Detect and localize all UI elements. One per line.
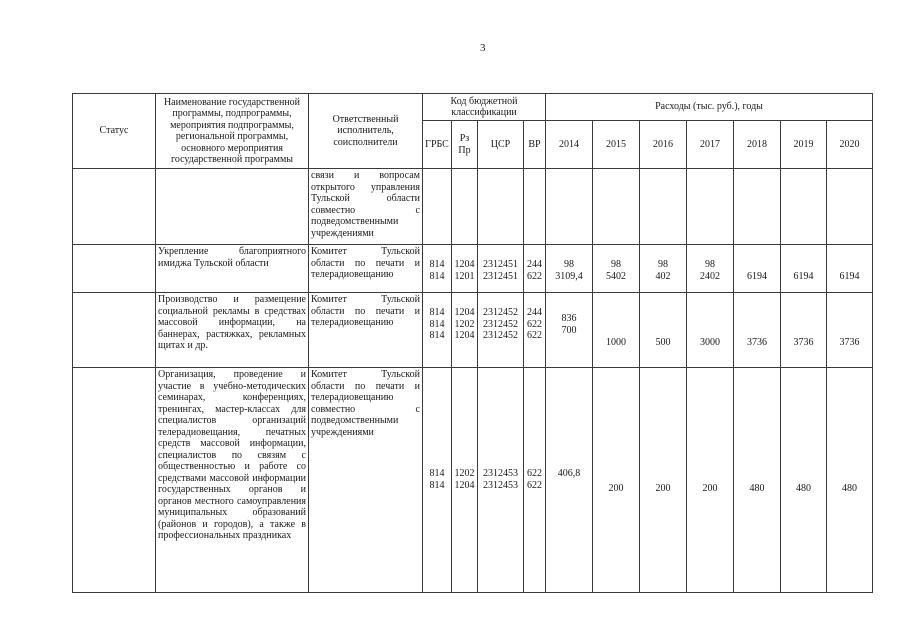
year-2017-cell: 200	[687, 368, 734, 593]
page-number: 3	[480, 42, 486, 54]
name-cell: Укрепление благоприятного имиджа Тульской области	[156, 245, 309, 293]
rzpr-cell: 1202 1204	[452, 368, 478, 593]
year-cell	[734, 169, 781, 245]
header-status: Статус	[73, 94, 156, 169]
year-2015-cell: 1000	[593, 293, 640, 368]
executor-cell: Комитет Тульской области по печати и телерадиовещанию совместно с подведомственными учреждениями	[309, 368, 423, 593]
grbs-cell: 814 814	[423, 368, 452, 593]
year-2014-cell: 98 3109,4	[546, 245, 593, 293]
header-year-2017: 2017	[687, 121, 734, 169]
status-cell	[73, 245, 156, 293]
header-grbs: ГРБС	[423, 121, 452, 169]
year-2015-cell: 200	[593, 368, 640, 593]
year-2016-cell: 500	[640, 293, 687, 368]
grbs-cell	[423, 169, 452, 245]
year-cell	[640, 169, 687, 245]
header-vr: ВР	[524, 121, 546, 169]
table-row	[73, 293, 873, 368]
header-year-2019: 2019	[781, 121, 827, 169]
header-year-2016: 2016	[640, 121, 687, 169]
header-csr: ЦСР	[478, 121, 524, 169]
name-cell: Производство и размещение социальной рекламы в средствах массовой информации, на баннерах, растяжках, рекламных щитах и др.	[156, 293, 309, 368]
csr-cell: 2312451 2312451	[478, 245, 524, 293]
year-cell	[781, 169, 827, 245]
vr-cell: 622 622	[524, 368, 546, 593]
budget-table	[72, 93, 873, 593]
grbs-cell: 814 814 814	[423, 293, 452, 368]
executor-cell: Комитет Тульской области по печати и телерадиовещанию	[309, 293, 423, 368]
year-2020-cell: 3736	[827, 293, 873, 368]
vr-cell: 244 622 622	[524, 293, 546, 368]
year-2018-cell: 480	[734, 368, 781, 593]
rzpr-cell: 1204 1201	[452, 245, 478, 293]
year-2019-cell: 480	[781, 368, 827, 593]
year-cell	[687, 169, 734, 245]
year-2019-cell: 6194	[781, 245, 827, 293]
header-rzpr: Рз Пр	[452, 121, 478, 169]
rzpr-cell	[452, 169, 478, 245]
name-cell: Организация, проведение и участие в учебно-методических семинарах, конференциях, тренингах, мастер-классах для специалистов организаций телерадиовещания, печатных средств массовой информации, специалистов по связям с общественностью и работе со средствами массовой информации государственных органов и органов местного самоуправления муниципальных образований (районов и городов), а также в профессиональных праздниках	[156, 368, 309, 593]
csr-cell: 2312452 2312452 2312452	[478, 293, 524, 368]
grbs-cell: 814 814	[423, 245, 452, 293]
year-2019-cell: 3736	[781, 293, 827, 368]
year-2015-cell: 98 5402	[593, 245, 640, 293]
executor-cell: Комитет Тульской области по печати и телерадиовещанию	[309, 245, 423, 293]
executor-cell: связи и вопросам открытого управления Тульской области совместно с подведомственными учреждениями	[309, 169, 423, 245]
header-row-1	[73, 94, 873, 121]
year-2018-cell: 6194	[734, 245, 781, 293]
header-year-2018: 2018	[734, 121, 781, 169]
year-2016-cell: 98 402	[640, 245, 687, 293]
header-year-2015: 2015	[593, 121, 640, 169]
year-2014-cell: 836 700	[546, 293, 593, 368]
status-cell	[73, 368, 156, 593]
csr-cell: 2312453 2312453	[478, 368, 524, 593]
header-year-2014: 2014	[546, 121, 593, 169]
vr-cell	[524, 169, 546, 245]
year-2014-cell: 406,8	[546, 368, 593, 593]
header-expenses: Расходы (тыс. руб.), годы	[546, 94, 873, 121]
rzpr-cell: 1204 1202 1204	[452, 293, 478, 368]
year-cell	[827, 169, 873, 245]
header-executor: Ответственный исполнитель, соисполнители	[309, 94, 423, 169]
year-cell	[546, 169, 593, 245]
table-row	[73, 169, 873, 245]
header-name: Наименование государственной программы, подпрограммы, мероприятия подпрограммы, региональной программы, основного мероприятия государственной программы	[156, 94, 309, 169]
year-2020-cell: 480	[827, 368, 873, 593]
year-2017-cell: 3000	[687, 293, 734, 368]
table-row	[73, 368, 873, 593]
vr-cell: 244 622	[524, 245, 546, 293]
year-2020-cell: 6194	[827, 245, 873, 293]
year-cell	[593, 169, 640, 245]
table-row	[73, 245, 873, 293]
name-cell	[156, 169, 309, 245]
year-2018-cell: 3736	[734, 293, 781, 368]
status-cell	[73, 169, 156, 245]
year-2017-cell: 98 2402	[687, 245, 734, 293]
csr-cell	[478, 169, 524, 245]
year-2016-cell: 200	[640, 368, 687, 593]
header-budget-code: Код бюджетной классификации	[423, 94, 546, 121]
header-year-2020: 2020	[827, 121, 873, 169]
status-cell	[73, 293, 156, 368]
